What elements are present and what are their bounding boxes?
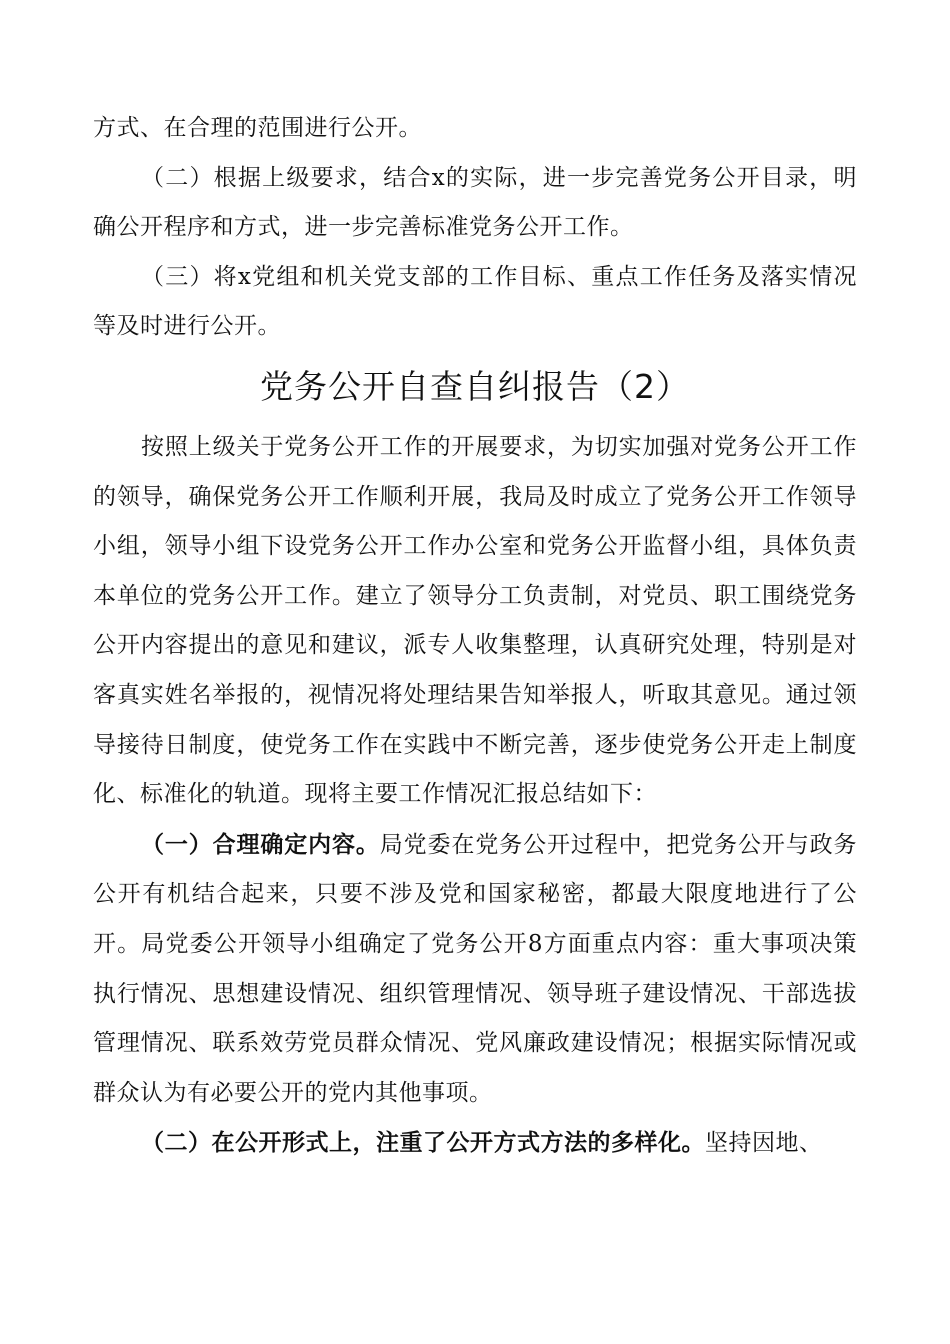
section-2-body: 坚持因地、	[705, 1130, 823, 1157]
top-text-block	[93, 104, 857, 352]
section-2-paragraph	[93, 1118, 857, 1169]
section-1-heading: （一）合理确定内容。	[141, 830, 380, 858]
section-2-heading: （二）在公开形式上，注重了公开方式方法的多样化。	[141, 1129, 705, 1157]
report-title: 党务公开自查自纠报告（2）	[260, 367, 690, 406]
paragraph-item-2: （二）根据上级要求，结合x的实际，进一步完善党务公开目录，明确公开程序和方式，进一步完善标准党务公开工作。	[93, 164, 857, 241]
report-body	[93, 423, 857, 1169]
paragraph-item-3: （三）将x党组和机关党支部的工作目标、重点工作任务及落实情况等及时进行公开。	[93, 263, 857, 340]
intro-paragraph: 按照上级关于党务公开工作的开展要求，为切实加强对党务公开工作的领导，确保党务公开工作顺利开展，我局及时成立了党务公开工作领导小组，领导小组下设党务公开工作办公室和党务公开监督小组，具体负责本单位的党务公开工作。建立了领导分工负责制，对党员、职工围绕党务公开内容提出的意见和建议，派专人收集整理，认真研究处理，特别是对客真实姓名举报的，视情况将处理结果告知举报人，听取其意见。通过领导接待日制度，使党务工作在实践中不断完善，逐步使党务公开走上制度化、标准化的轨道。现将主要工作情况汇报总结如下：	[93, 434, 857, 808]
paragraph-continuation: 方式、在合理的范围进行公开。	[93, 115, 422, 141]
section-1-body: 局党委在党务公开过程中，把党务公开与政务公开有机结合起来，只要不涉及党和国家秘密，都最大限度地进行了公开。局党委公开领导小组确定了党务公开8方面重点内容：重大事项决策执行情况、思想建设情况、组织管理情况、领导班子建设情况、干部选拔管理情况、联系效劳党员群众情况、党风廉政建设情况；根据实际情况或群众认为有必要公开的党内其他事项。	[93, 831, 858, 1106]
section-1-paragraph	[93, 820, 857, 1119]
